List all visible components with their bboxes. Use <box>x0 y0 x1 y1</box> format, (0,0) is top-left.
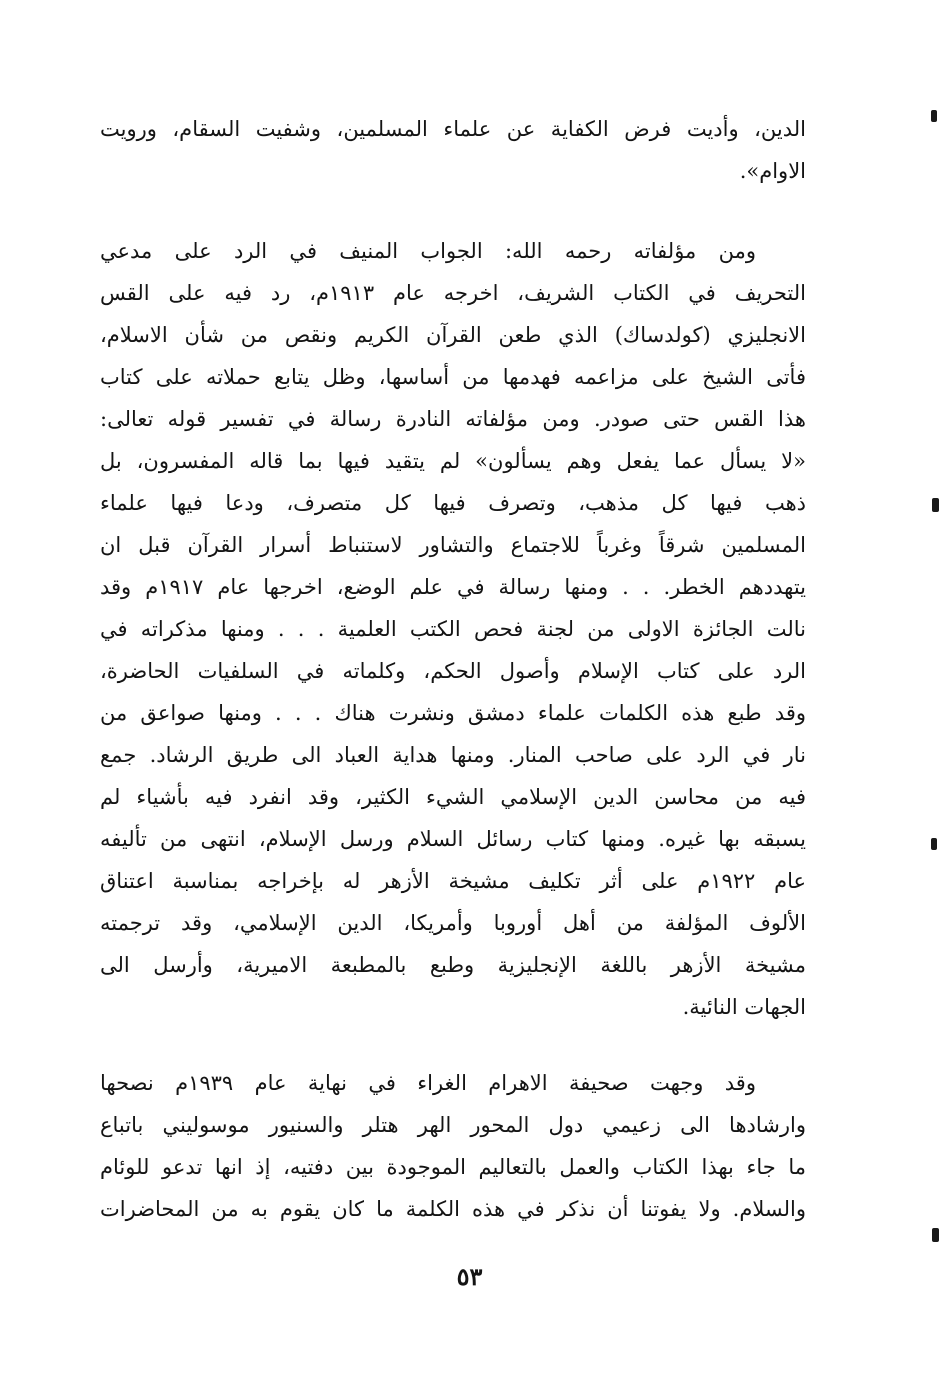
scan-mark <box>931 838 937 850</box>
scan-mark <box>932 1228 939 1242</box>
text-line: عام ١٩٢٢م على أثر تكليف مشيخة الأزهر له بإخراجه بمناسبة اعتناق <box>100 869 806 893</box>
text-line: مشيخة الأزهر باللغة الإنجليزية وطبع بالمطبعة الاميرية، وأرسل الى <box>100 953 806 977</box>
text-line: الرد على كتاب الإسلام وأصول الحكم، وكلماته في السلفيات الحاضرة، <box>100 659 806 683</box>
text-line: الجهات النائية. <box>682 995 806 1019</box>
text-line: المسلمين شرقاً وغرباً للاجتماع والتشاور لاستنباط أسرار القرآن قبل ان <box>100 533 806 557</box>
text-line: الدين، وأديت فرض الكفاية عن علماء المسلمين، وشفيت السقام، ورويت <box>100 117 806 141</box>
text-line: يسبقه بها غيره. ومنها كتاب رسائل السلام ورسل الإسلام، انتهى من تأليفه <box>100 827 806 851</box>
text-line: نالت الجائزة الاولى من لجنة فحص الكتب العلمية . . . ومنها مذكراته في <box>100 617 806 641</box>
text-line: ما جاء بهذا الكتاب والعمل بالتعاليم الموجودة بين دفتيه، إذ انها تدعو للوئام <box>100 1155 806 1179</box>
text-line: والسلام. ولا يفوتنا أن نذكر في هذه الكلمة ما كان يقوم به من المحاضرات <box>100 1197 806 1221</box>
text-line: هذا القس حتى صودر. ومن مؤلفاته النادرة رسالة في تفسير قوله تعالى: <box>100 407 806 431</box>
text-line: الانجليزي (كولدساك) الذي طعن القرآن الكريم ونقص من شأن الاسلام، <box>100 323 806 347</box>
text-line: «لا يسأل عما يفعل وهم يسألون» لم يتقيد فيها بما قاله المفسرون، بل <box>100 449 806 473</box>
paragraph-1 <box>100 108 806 192</box>
text-line: ومن مؤلفاته رحمه الله: الجواب المنيف في الرد على مدعي <box>100 239 756 263</box>
page-number: ٥٣ <box>456 1262 483 1291</box>
text-line: الألوف المؤلفة من أهل أوروبا وأمريكا، الدين الإسلامي، وقد ترجمته <box>100 911 806 935</box>
paragraph-2 <box>100 230 806 1028</box>
text-line: الاوام». <box>739 159 806 183</box>
text-line: وقد وجهت صحيفة الاهرام الغراء في نهاية عام ١٩٣٩م نصحها <box>100 1071 756 1095</box>
text-line: ذهب فيها كل مذهب، وتصرف فيها كل متصرف، ودعا فيها علماء <box>100 491 806 515</box>
text-line: وارشادها الى زعيمي دول المحور الهر هتلر والسنيور موسوليني باتباع <box>100 1113 806 1137</box>
text-line: يتهددهم الخطر. . . ومنها رسالة في علم الوضع، اخرجها عام ١٩١٧م وقد <box>100 575 806 599</box>
text-line: وقد طبع هذه الكلمات علماء دمشق ونشرت هناك . . . ومنها صواعق من <box>100 701 806 725</box>
scan-mark <box>931 110 937 122</box>
scan-mark <box>932 498 939 512</box>
text-line: نار في الرد على صاحب المنار. ومنها هداية العباد الى طريق الرشاد. جمع <box>100 743 806 767</box>
text-line: فيه من محاسن الدين الإسلامي الشيء الكثير، وقد انفرد فيه بأشياء لم <box>100 785 806 809</box>
text-line: التحريف في الكتاب الشريف، اخرجه عام ١٩١٣م، رد فيه على القس <box>100 281 806 305</box>
paragraph-3 <box>100 1062 806 1230</box>
text-line: فأتى الشيخ على مزاعمه فهدمها من أساسها، وظل يتابع حملاته على كتاب <box>100 365 806 389</box>
